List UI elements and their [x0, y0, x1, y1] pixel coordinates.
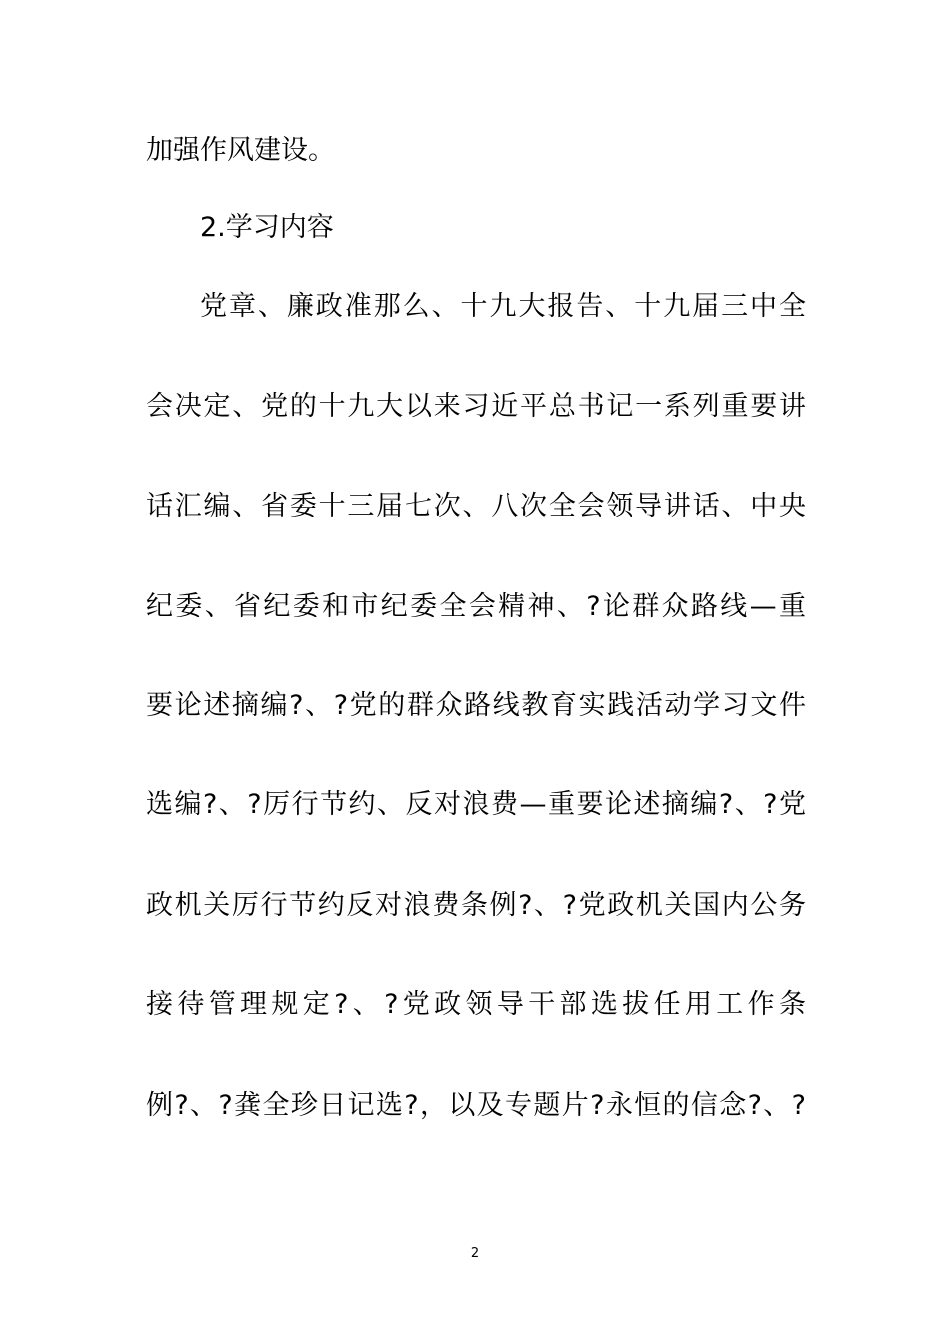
- paragraph-line-9: 政机关厉行节约反对浪费条例?、?党政机关国内公务: [146, 890, 806, 921]
- paragraph-line-1: 加强作风建设。: [146, 135, 335, 166]
- page-number: 2: [470, 1246, 480, 1261]
- paragraph-line-3: 党章、廉政准那么、十九大报告、十九届三中全: [200, 291, 806, 322]
- paragraph-line-7: 要论述摘编?、?党的群众路线教育实践活动学习文件: [146, 690, 806, 721]
- paragraph-line-8: 选编?、?厉行节约、反对浪费—重要论述摘编?、?党: [146, 789, 806, 820]
- paragraph-line-10: 接待管理规定?、?党政领导干部选拔任用工作条: [146, 989, 806, 1020]
- section-heading-study-content: 2.学习内容: [200, 212, 334, 243]
- paragraph-line-11: 例?、?龚全珍日记选?，以及专题片?永恒的信念?、?: [146, 1090, 806, 1121]
- paragraph-line-5: 话汇编、省委十三届七次、八次全会领导讲话、中央: [146, 491, 806, 522]
- paragraph-line-6: 纪委、省纪委和市纪委全会精神、?论群众路线—重: [146, 591, 806, 622]
- paragraph-line-4: 会决定、党的十九大以来习近平总书记一系列重要讲: [146, 391, 806, 422]
